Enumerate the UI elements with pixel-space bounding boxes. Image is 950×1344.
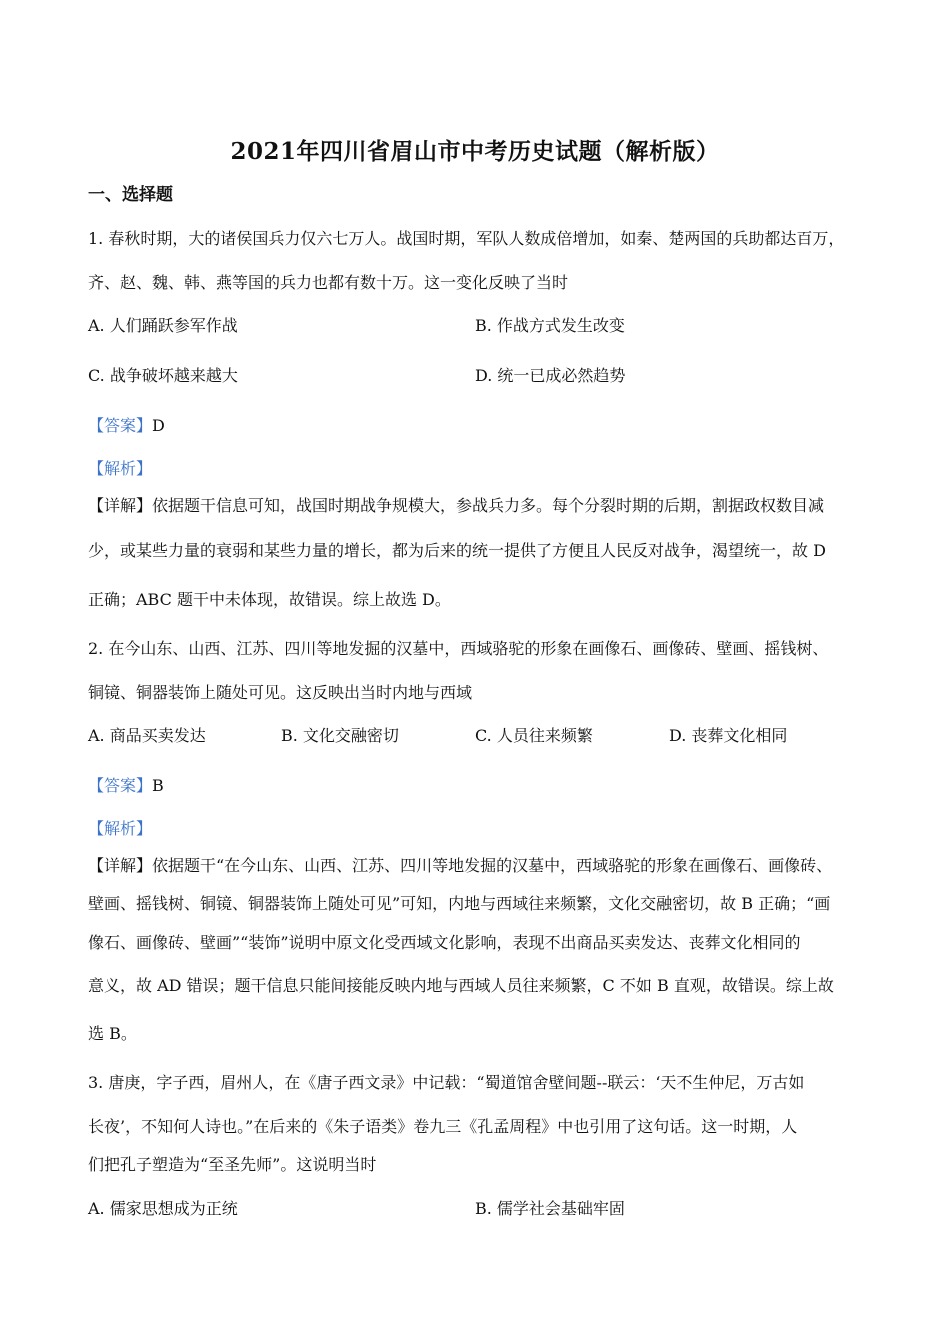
q2-analysis-tag: 【解析】 (88, 819, 153, 838)
q1-stem-line-2: 齐、赵、魏、韩、燕等国的兵力也都有数十万。这一变化反映了当时 (88, 273, 569, 292)
q3-stem-line-2: 长夜’，不知何人诗也。”在后来的《朱子语类》卷九三《孔孟周程》中也引用了这句话。这一时期，人 (88, 1117, 798, 1136)
q1-answer-tag: 【答案】 (88, 416, 153, 435)
q1-option-b: B. 作战方式发生改变 (475, 316, 625, 335)
q2-option-c: C. 人员往来频繁 (475, 726, 593, 745)
q2-detail-line-2: 壁画、摇钱树、铜镜、铜器装饰上随处可见”可知，内地与西域往来频繁，文化交融密切，故 B 正确；“画 (88, 894, 831, 913)
q3-stem-line-1: 3. 唐庚，字子西，眉州人，在《唐子西文录》中记载：“蜀道馆舍壁间题--联云：‘天不生仲尼，万古如 (88, 1073, 805, 1092)
q2-detail-line-5: 选 B。 (88, 1024, 137, 1043)
q1-answer (88, 413, 165, 436)
q2-option-a: A. 商品买卖发达 (88, 726, 206, 745)
q3-option-a: A. 儒家思想成为正统 (88, 1199, 238, 1218)
q1-stem-line-1: 1. 春秋时期，大的诸侯国兵力仅六七万人。战国时期，军队人数成倍增加，如秦、楚两国的兵助都达百万， (88, 229, 845, 248)
q1-answer-value: D (152, 416, 165, 435)
q2-answer (88, 773, 164, 796)
q1-option-a: A. 人们踊跃参军作战 (88, 316, 238, 335)
section-heading: 一、选择题 (88, 185, 173, 205)
q1-detail-line-3: 正确；ABC 题干中未体现，故错误。综上故选 D。 (88, 590, 451, 609)
q2-answer-value: B (152, 776, 164, 795)
q2-answer-tag: 【答案】 (88, 776, 153, 795)
q1-analysis-tag: 【解析】 (88, 459, 153, 478)
q1-option-d: D. 统一已成必然趋势 (475, 366, 626, 385)
q3-stem-line-3: 们把孔子塑造为“至圣先师”。这说明当时 (88, 1155, 377, 1174)
q1-detail-line-2: 少，或某些力量的衰弱和某些力量的增长，都为后来的统一提供了方便且人民反对战争，渴望统一，故 D (88, 541, 826, 560)
q1-option-c: C. 战争破坏越来越大 (88, 366, 238, 385)
q3-option-b: B. 儒学社会基础牢固 (475, 1199, 625, 1218)
q2-detail-line-4: 意义，故 AD 错误；题干信息只能间接能反映内地与西域人员往来频繁，C 不如 B 直观，故错误。综上故 (88, 976, 834, 995)
q1-detail-line-1: 【详解】依据题干信息可知，战国时期战争规模大，参战兵力多。每个分裂时期的后期，割据政权数目减 (88, 496, 825, 515)
document-title: 2021年四川省眉山市中考历史试题（解析版） (230, 138, 720, 165)
q2-option-d: D. 丧葬文化相同 (669, 726, 788, 745)
q2-detail-line-3: 像石、画像砖、壁画”“装饰”说明中原文化受西域文化影响，表现不出商品买卖发达、丧葬文化相同的 (88, 933, 801, 952)
q2-option-b: B. 文化交融密切 (281, 726, 399, 745)
q2-stem-line-1: 2. 在今山东、山西、江苏、四川等地发掘的汉墓中，西域骆驼的形象在画像石、画像砖、壁画、摇钱树、 (88, 639, 829, 658)
q2-stem-line-2: 铜镜、铜器装饰上随处可见。这反映出当时内地与西域 (88, 683, 473, 702)
q2-detail-line-1: 【详解】依据题干“在今山东、山西、江苏、四川等地发掘的汉墓中，西域骆驼的形象在画像石、画像砖、 (88, 856, 833, 875)
